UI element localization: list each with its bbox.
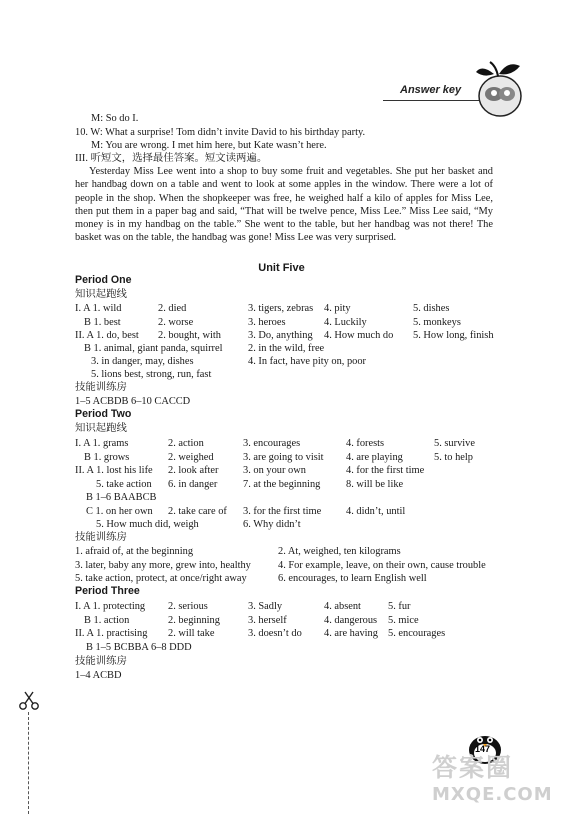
answer: 3. later, baby any more, grew into, healthy — [75, 560, 251, 571]
answer: 3. herself — [248, 615, 287, 626]
answer: B 1–6 BAABCB — [86, 492, 157, 503]
answer: 4. dangerous — [324, 615, 378, 626]
answer: 5. take action — [96, 479, 152, 490]
answer: 3. doesn’t do — [248, 628, 302, 639]
answer: 3. for the first time — [243, 506, 322, 517]
header-title: Answer key — [400, 84, 462, 96]
answer: 3. in danger, may, dishes — [91, 356, 194, 367]
watermark-url: MXQE.COM — [432, 784, 553, 805]
answer: I. A 1. wild — [75, 303, 122, 314]
cut-line — [28, 712, 29, 814]
answer: 2. in the wild, free — [248, 343, 325, 354]
period-two-title: Period Two — [75, 408, 132, 420]
answer: 2. bought, with — [158, 330, 221, 341]
section-instruction: III. 听短文，选择最佳答案。短文读两遍。 — [75, 153, 268, 164]
section-subtitle: 知识起跑线 — [75, 423, 127, 434]
answer: 2. died — [158, 303, 187, 314]
dialogue-line: M: So do I. — [91, 113, 139, 124]
answer: 5. take action, protect, at once/right away — [75, 573, 247, 584]
answer: 5. survive — [434, 438, 475, 449]
answer: 2. look after — [168, 465, 219, 476]
answer: 4. for the first time — [346, 465, 425, 476]
answer: 7. at the beginning — [243, 479, 321, 490]
answer: II. A 1. practising — [75, 628, 148, 639]
listening-passage: Yesterday Miss Lee went into a shop to buy some fruit and vegetables. She put her basket and her handbag down on a table and went to look at some apples in the window. There were a lot of people in the shop. When the shopkeeper was free, he weighed half a kilo of apples for Miss Lee, then put them in a paper bag and said, “That will be twelve pence, Miss Lee.” Miss Lee said, “My money is in my handbag on the table.” She went to the table, but her handbag was not there! The basket was on the table, the handbag was gone! Miss Lee was very surprised. — [75, 166, 493, 244]
answer: 2. worse — [158, 317, 194, 328]
answer: B 1. grows — [84, 452, 130, 463]
answer: I. A 1. grams — [75, 438, 129, 449]
answer: B 1. action — [84, 615, 130, 626]
answer: 2. beginning — [168, 615, 220, 626]
dialogue-line: 10. W: What a surprise! Tom didn’t invite David to his birthday party. — [75, 127, 366, 138]
answer: 2. serious — [168, 601, 208, 612]
answer: 6. Why didn’t — [243, 519, 301, 530]
answer: 2. take care of — [168, 506, 227, 517]
answer: 4. Luckily — [324, 317, 367, 328]
answer: II. A 1. lost his life — [75, 465, 153, 476]
answer: 5. to help — [434, 452, 473, 463]
answer: 4. In fact, have pity on, poor — [248, 356, 367, 367]
watermark-logo: 答案圈 — [432, 753, 514, 782]
answer: 4. are playing — [346, 452, 403, 463]
answer: 4. forests — [346, 438, 385, 449]
answer: 6. in danger — [168, 479, 218, 490]
fruit-logo-icon — [468, 58, 528, 120]
answer: 5. fur — [388, 601, 411, 612]
answer: 4. How much do — [324, 330, 394, 341]
section-subtitle: 技能训练房 — [75, 532, 127, 543]
section-subtitle: 技能训练房 — [75, 382, 127, 393]
answer: 3. are going to visit — [243, 452, 324, 463]
answer: 5. How much did, weigh — [96, 519, 199, 530]
answer: 4. didn’t, until — [346, 506, 406, 517]
period-one-title: Period One — [75, 274, 132, 286]
answer: I. A 1. protecting — [75, 601, 146, 612]
answer: 2. weighed — [168, 452, 214, 463]
answer: 3. Do, anything — [248, 330, 313, 341]
answer: 3. heroes — [248, 317, 286, 328]
answer: 5. mice — [388, 615, 419, 626]
answer: 3. Sadly — [248, 601, 283, 612]
answer: B 1. animal, giant panda, squirrel — [84, 343, 223, 354]
answer: 5. monkeys — [413, 317, 461, 328]
answer: 4. absent — [324, 601, 361, 612]
answer: C 1. on her own — [86, 506, 153, 517]
dialogue-line: M: You are wrong. I met him here, but Kate wasn’t here. — [91, 140, 327, 151]
answer: 4. pity — [324, 303, 351, 314]
answer: 5. dishes — [413, 303, 450, 314]
answer: 3. encourages — [243, 438, 301, 449]
answer: 5. How long, finish — [413, 330, 494, 341]
answer: 1. afraid of, at the beginning — [75, 546, 194, 557]
answer: 3. on your own — [243, 465, 306, 476]
answer: II. A 1. do, best — [75, 330, 139, 341]
answer: 4. For example, leave, on their own, cause trouble — [278, 560, 486, 571]
answer: 1–5 ACBDB 6–10 CACCD — [75, 396, 191, 407]
answer: 2. action — [168, 438, 204, 449]
scissors-icon — [18, 690, 40, 712]
answer: 8. will be like — [346, 479, 404, 490]
section-subtitle: 知识起跑线 — [75, 289, 127, 300]
period-three-title: Period Three — [75, 585, 140, 597]
answer: 2. will take — [168, 628, 215, 639]
answer: 5. lions best, strong, run, fast — [91, 369, 212, 380]
answer: B 1. best — [84, 317, 121, 328]
unit-title: Unit Five — [258, 262, 305, 274]
answer: 4. are having — [324, 628, 378, 639]
answer: 6. encourages, to learn English well — [278, 573, 427, 584]
answer: 5. encourages — [388, 628, 446, 639]
answer: B 1–5 BCBBA 6–8 DDD — [86, 642, 192, 653]
page-number: 147 — [475, 744, 491, 754]
answer: 2. At, weighed, ten kilograms — [278, 546, 401, 557]
answer: 3. tigers, zebras — [248, 303, 314, 314]
section-subtitle: 技能训练房 — [75, 656, 127, 667]
answer: 1–4 ACBD — [75, 670, 122, 681]
